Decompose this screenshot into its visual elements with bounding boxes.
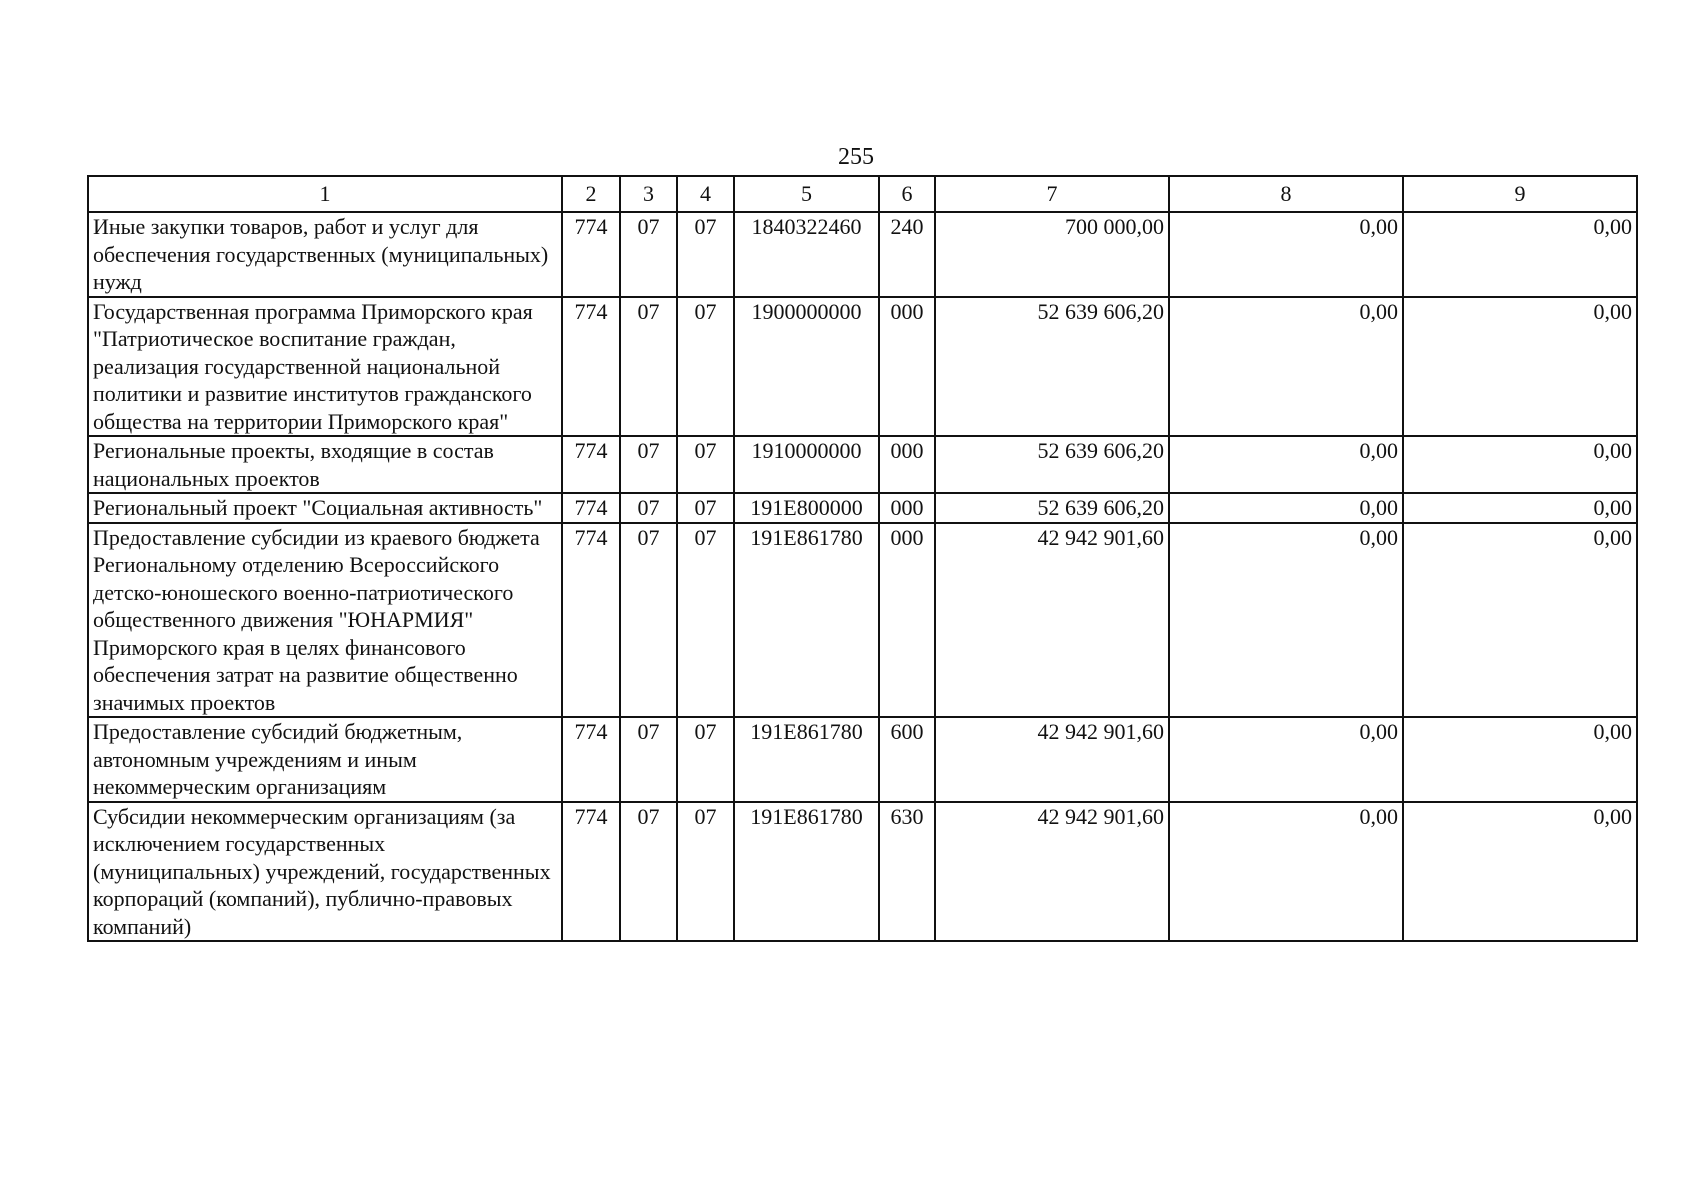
row-code-2: 774 (562, 493, 620, 523)
row-code-4: 07 (677, 212, 734, 297)
row-code-4: 07 (677, 523, 734, 718)
row-name: Региональный проект "Социальная активность" (88, 493, 562, 523)
table-row (88, 436, 1637, 493)
row-amount-8: 0,00 (1169, 717, 1403, 802)
row-code-2: 774 (562, 436, 620, 493)
table-row (88, 212, 1637, 297)
row-code-2: 774 (562, 802, 620, 942)
row-amount-9: 0,00 (1403, 212, 1637, 297)
row-amount-9: 0,00 (1403, 297, 1637, 437)
row-code-4: 07 (677, 802, 734, 942)
row-code-3: 07 (620, 523, 677, 718)
row-amount-8: 0,00 (1169, 297, 1403, 437)
row-amount-8: 0,00 (1169, 212, 1403, 297)
row-amount-9: 0,00 (1403, 436, 1637, 493)
row-amount-7: 42 942 901,60 (935, 523, 1169, 718)
row-code-6: 000 (879, 436, 935, 493)
row-amount-7: 42 942 901,60 (935, 717, 1169, 802)
header-cell-2: 2 (562, 176, 620, 212)
row-amount-9: 0,00 (1403, 493, 1637, 523)
row-code-6: 600 (879, 717, 935, 802)
row-code-2: 774 (562, 212, 620, 297)
row-name: Региональные проекты, входящие в состав национальных проектов (88, 436, 562, 493)
row-amount-8: 0,00 (1169, 493, 1403, 523)
table-row (88, 802, 1637, 942)
row-name: Субсидии некоммерческим организациям (за исключением государственных (муниципальных) учреждений, государственных корпораций (компаний), публично-правовых компаний) (88, 802, 562, 942)
header-cell-9: 9 (1403, 176, 1637, 212)
row-amount-8: 0,00 (1169, 523, 1403, 718)
header-cell-1: 1 (88, 176, 562, 212)
row-name: Предоставление субсидий бюджетным, автономным учреждениям и иным некоммерческим организациям (88, 717, 562, 802)
row-code-5: 191E800000 (734, 493, 879, 523)
row-code-6: 000 (879, 523, 935, 718)
row-code-4: 07 (677, 297, 734, 437)
row-name: Предоставление субсидии из краевого бюджета Региональному отделению Всероссийского детско-юношеского военно-патриотического общественного движения "ЮНАРМИЯ" Приморского края в целях финансового обеспечения затрат на развитие общественно значимых проектов (88, 523, 562, 718)
table-row (88, 297, 1637, 437)
header-cell-6: 6 (879, 176, 935, 212)
row-code-6: 000 (879, 297, 935, 437)
row-code-6: 240 (879, 212, 935, 297)
row-code-3: 07 (620, 717, 677, 802)
row-code-5: 1900000000 (734, 297, 879, 437)
row-code-5: 191E861780 (734, 717, 879, 802)
row-code-5: 191E861780 (734, 523, 879, 718)
row-code-5: 1840322460 (734, 212, 879, 297)
row-name: Иные закупки товаров, работ и услуг для обеспечения государственных (муниципальных) нужд (88, 212, 562, 297)
header-cell-5: 5 (734, 176, 879, 212)
row-code-5: 1910000000 (734, 436, 879, 493)
row-code-5: 191E861780 (734, 802, 879, 942)
row-code-3: 07 (620, 297, 677, 437)
row-amount-7: 42 942 901,60 (935, 802, 1169, 942)
row-amount-7: 700 000,00 (935, 212, 1169, 297)
row-code-4: 07 (677, 436, 734, 493)
row-amount-8: 0,00 (1169, 802, 1403, 942)
row-code-2: 774 (562, 297, 620, 437)
row-code-2: 774 (562, 717, 620, 802)
row-amount-7: 52 639 606,20 (935, 436, 1169, 493)
table-row (88, 523, 1637, 718)
header-cell-7: 7 (935, 176, 1169, 212)
row-code-3: 07 (620, 436, 677, 493)
row-name: Государственная программа Приморского края "Патриотическое воспитание граждан, реализация государственной национальной политики и развитие институтов гражданского общества на территории Приморского края" (88, 297, 562, 437)
header-cell-3: 3 (620, 176, 677, 212)
row-code-6: 630 (879, 802, 935, 942)
row-code-2: 774 (562, 523, 620, 718)
row-amount-8: 0,00 (1169, 436, 1403, 493)
row-amount-9: 0,00 (1403, 802, 1637, 942)
row-code-3: 07 (620, 493, 677, 523)
header-cell-8: 8 (1169, 176, 1403, 212)
row-code-3: 07 (620, 212, 677, 297)
row-amount-7: 52 639 606,20 (935, 297, 1169, 437)
row-amount-9: 0,00 (1403, 523, 1637, 718)
row-amount-7: 52 639 606,20 (935, 493, 1169, 523)
table-row (88, 717, 1637, 802)
row-code-4: 07 (677, 717, 734, 802)
page-number: 255 (838, 144, 874, 170)
row-code-3: 07 (620, 802, 677, 942)
header-row (88, 176, 1637, 212)
header-cell-4: 4 (677, 176, 734, 212)
row-code-4: 07 (677, 493, 734, 523)
budget-table (87, 175, 1638, 942)
table-row (88, 493, 1637, 523)
row-amount-9: 0,00 (1403, 717, 1637, 802)
row-code-6: 000 (879, 493, 935, 523)
